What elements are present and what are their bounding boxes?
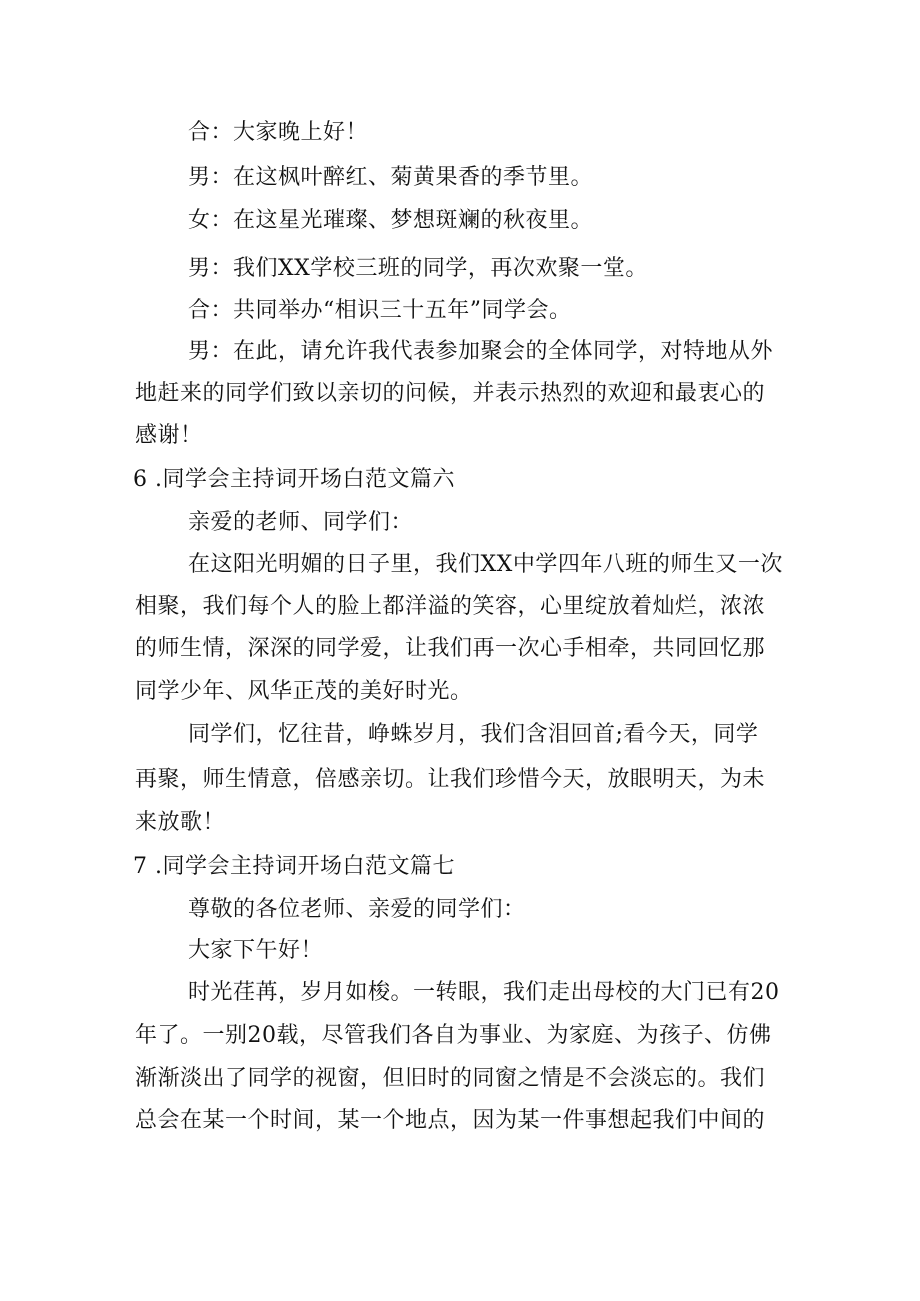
paragraph-line: 男：在此，请允许我代表参加聚会的全体同学，对特地从外 xyxy=(188,339,774,364)
salutation-line: 亲爱的老师、同学们： xyxy=(188,510,414,535)
greeting-line: 大家下午好！ xyxy=(188,938,324,963)
paragraph-line: 年了。一别20载，尽管我们各自为事业、为家庭、为孩子、仿佛 xyxy=(135,1023,772,1048)
dialogue-line: 合：大家晚上好！ xyxy=(188,120,369,145)
section-heading: 7 .同学会主持词开场白范文篇七 xyxy=(133,854,455,879)
paragraph-line: 渐渐淡出了同学的视窗，但旧时的同窗之情是不会淡忘的。我们 xyxy=(135,1066,766,1091)
paragraph-line: 来放歌！ xyxy=(135,810,226,835)
paragraph-line: 的师生情，深深的同学爱，让我们再一次心手相牵，共同回忆那 xyxy=(135,636,766,661)
dialogue-line: 男：我们XX学校三班的同学，再次欢聚一堂。 xyxy=(188,256,648,281)
dialogue-line: 合：共同举办“相识三十五年”同学会。 xyxy=(188,298,572,323)
paragraph-line: 时光荏苒，岁月如梭。一转眼，我们走出母校的大门已有20 xyxy=(188,980,780,1005)
paragraph-line: 相聚，我们每个人的脸上都洋溢的笑容，心里绽放着灿烂，浓浓 xyxy=(135,594,766,619)
paragraph-line: 同学少年、风华正茂的美好时光。 xyxy=(135,679,473,704)
salutation-line: 尊敬的各位老师、亲爱的同学们： xyxy=(188,897,526,922)
paragraph-line: 总会在某一个时间，某一个地点，因为某一件事想起我们中间的 xyxy=(135,1108,766,1133)
paragraph-line: 同学们，忆往昔，峥蛛岁月，我们含泪回首;看今天，同学 xyxy=(188,722,759,747)
paragraph-line: 在这阳光明媚的日子里，我们XX中学四年八班的师生又一次 xyxy=(188,552,783,577)
dialogue-line: 男：在这枫叶醉红、菊黄果香的季节里。 xyxy=(188,165,594,190)
dialogue-line: 女：在这星光璀璨、梦想斑斓的秋夜里。 xyxy=(188,208,594,233)
paragraph-line: 再聚，师生情意，倍感亲切。让我们珍惜今天，放眼明天，为未 xyxy=(135,767,766,792)
section-heading: 6 .同学会主持词开场白范文篇六 xyxy=(133,467,455,492)
paragraph-line: 感谢！ xyxy=(135,423,203,448)
paragraph-line: 地赶来的同学们致以亲切的问候，并表示热烈的欢迎和最衷心的 xyxy=(135,381,766,406)
